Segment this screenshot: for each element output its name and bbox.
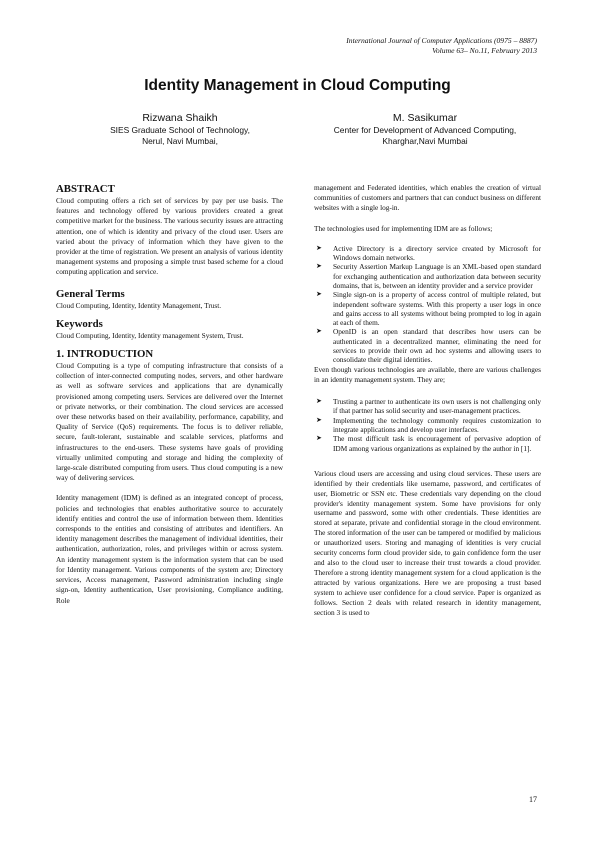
arrow-bullet-icon: ➤ bbox=[316, 415, 322, 424]
author-affiliation: SIES Graduate School of Technology, bbox=[110, 125, 250, 135]
body-paragraph: Various cloud users are accessing and using cloud services. These users are identified by their credentials like username, password, and certificates of user, Biometric or SSN etc. These credentials vary depending on the cloud provider's identity management system. Some have provisions for only username and password, some with other credentials. These identities are stored at separate, private and confidential storage in the cloud environment. The stored information of the user can be tampered or modified by malicious or unauthorized users. Storing and managing of identities is very crucial security concerns form cloud provider side, to gain confidence form the user and also to the cloud user to increase their trust towards a cloud provider. Therefore a strong identity management system for a cloud application is the attracted by various organizations. Here we are proposing a trust based system to achieve user confidence for a cloud service. Paper is organized as follows. Section 2 deals with related research in identity management, section 3 is used to bbox=[314, 468, 541, 617]
list-item: ➤ Trusting a partner to authenticate its own users is not challenging only if that partner has solid security and user-management practices. bbox=[316, 397, 541, 416]
paper-title: Identity Management in Cloud Computing bbox=[144, 77, 451, 94]
author-name: M. Sasikumar bbox=[392, 112, 458, 124]
author-1 bbox=[60, 112, 300, 146]
list-item: ➤ Single sign-on is a property of access control of multiple related, but independent software systems. With this property a user logs in once and gains access to all systems without being prompted to log in again at each of them. bbox=[316, 290, 541, 328]
journal-name: International Journal of Computer Applications (0975 – 8887) bbox=[346, 36, 537, 45]
list-item: ➤ OpenID is an open standard that describes how users can be authenticated in a decentralized manner, eliminating the need for services to provide their own ad hoc systems and allowing users to consolidate their digital identities. bbox=[316, 327, 541, 365]
intro-paragraph: Identity management (IDM) is defined as an integrated concept of process, policies and technologies that enables authoritative source to accurately identify entities and control the use of information between them. Identities corresponds to the entities and consisting of attributes and identifiers. An identity management describes the management of individual identities, their authentication, authorization, roles, and privileges within or across system. An identity management system is the information system that can be used for Identity management. Various components of the system are; Directory services, Access management, Password administration including single sign-on, Identity authentication, User provisioning, Compliance auditing, Role bbox=[56, 493, 283, 605]
right-column bbox=[314, 183, 541, 617]
page-number: 17 bbox=[529, 795, 537, 804]
arrow-bullet-icon: ➤ bbox=[316, 290, 322, 299]
technologies-list bbox=[314, 244, 541, 365]
keywords-text: Cloud Computing, Identity, Identity management System, Trust. bbox=[56, 330, 244, 340]
author-affiliation: Center for Development of Advanced Computing, bbox=[333, 125, 517, 135]
introduction-heading: 1. INTRODUCTION bbox=[56, 348, 154, 361]
list-item: ➤ Active Directory is a directory service created by Microsoft for Windows domain networks. bbox=[316, 243, 541, 263]
body-paragraph: The technologies used for implementing IDM are as follows; bbox=[314, 223, 493, 233]
arrow-bullet-icon: ➤ bbox=[316, 243, 322, 252]
body-paragraph: Even though various technologies are available, there are various challenges in an identity management system. They are; bbox=[314, 364, 541, 384]
list-item: ➤ Security Assertion Markup Language is an XML-based open standard for exchanging authentication and authorization data between security domains, that is, between an identity provider and a service provider bbox=[316, 262, 541, 290]
author-affiliation: Nerul, Navi Mumbai, bbox=[142, 135, 218, 146]
abstract-heading: ABSTRACT bbox=[56, 183, 115, 195]
intro-paragraph: Cloud Computing is a type of computing infrastructure that consists of a collection of inter-connected computing nodes, servers, and other hardware as well as software services and applications that are dynamically provisioned among competing users. Services are delivered over the Internet or private networks, or their combination. The cloud services are accessed over these networks based on their availability, performance, capability, and Quality of Service (QoS) requirements. The focus is to deliver reliable, secure, fault-tolerant, sustainable and scalable services, platforms and infrastructures to the end-users. These systems have goals of providing virtually unlimited computing and storage and hiding the complexity of large-scale distributed computing from users. Thus cloud computing is a new way of delivering services. bbox=[56, 361, 283, 483]
author-name: Rizwana Shaikh bbox=[142, 112, 218, 124]
general-terms-heading: General Terms bbox=[56, 287, 125, 300]
left-column bbox=[56, 183, 283, 606]
arrow-bullet-icon: ➤ bbox=[316, 434, 322, 443]
author-affiliation: Kharghar,Navi Mumbai bbox=[382, 135, 468, 146]
arrow-bullet-icon: ➤ bbox=[316, 262, 322, 271]
arrow-bullet-icon: ➤ bbox=[316, 397, 322, 406]
body-paragraph: management and Federated identities, which enables the creation of virtual communities of customers and partners that can conduct business on different websites with a single log-in. bbox=[314, 183, 541, 213]
list-item: ➤ Implementing the technology commonly requires customization to integrate applications and develop user interfaces. bbox=[316, 415, 541, 434]
journal-header bbox=[346, 36, 537, 55]
abstract-text: Cloud computing offers a rich set of services by pay per use basis. The features and technology offered by various providers created a great competitive market for the business. The various security issues are attracting attention, one of which is identity and privacy of the cloud user. Users are varied about the privacy of information which they have given to the provider at the time of registration. We present an analysis of various identity management systems and proposing a simple trust based scheme for a cloud computing application and service. bbox=[56, 196, 283, 277]
arrow-bullet-icon: ➤ bbox=[316, 327, 322, 336]
author-2 bbox=[305, 112, 545, 146]
list-item: ➤ The most difficult task is encouragement of pervasive adoption of IDM among various organizations as explained by the author in [1]. bbox=[316, 434, 541, 453]
challenges-list bbox=[314, 397, 541, 453]
journal-volume: Volume 63– No.11, February 2013 bbox=[432, 45, 537, 55]
general-terms-text: Cloud Computing, Identity, Identity Management, Trust. bbox=[56, 300, 222, 310]
keywords-heading: Keywords bbox=[56, 317, 103, 330]
